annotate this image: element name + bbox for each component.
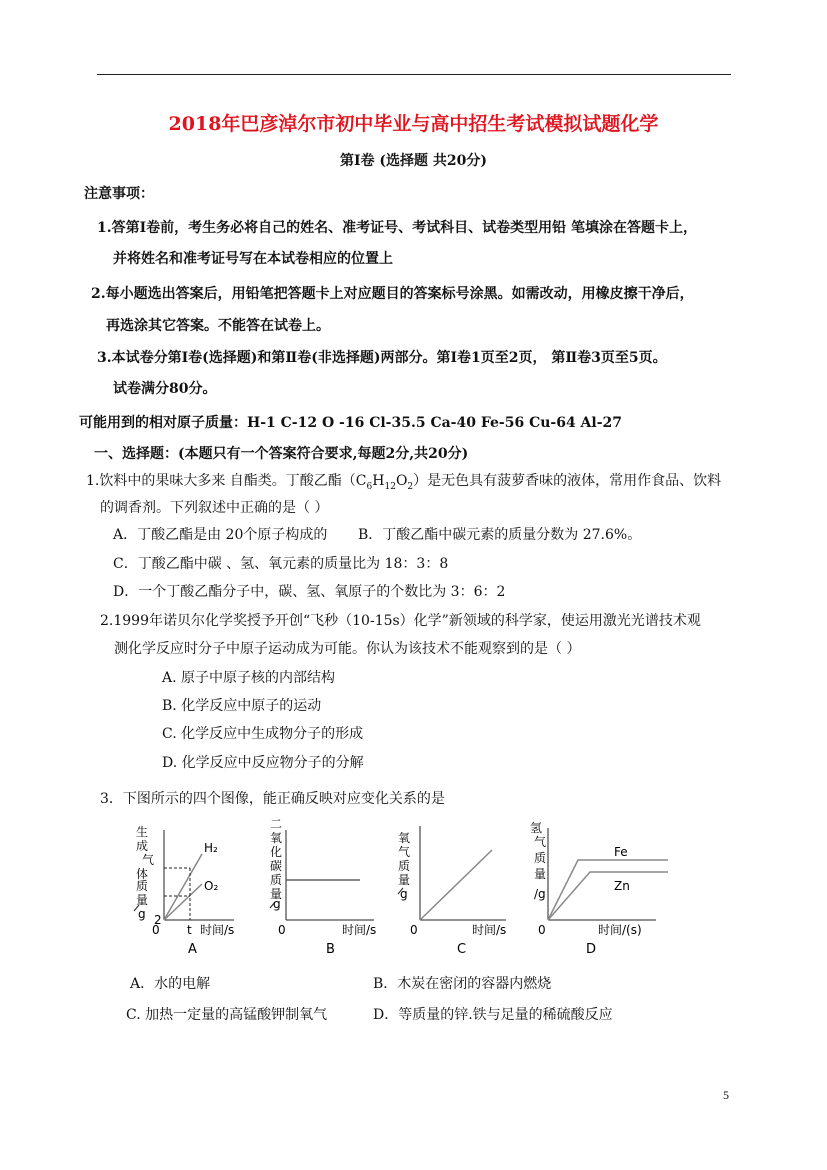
graph-c-xlabel: 时间/s [472,923,507,937]
graph-d [530,821,668,957]
question-3-stem: 3．下图所示的四个图像，能正确反映对应变化关系的是 [100,791,445,807]
graph-c-ylabel-2: 气 [398,845,411,859]
notice-line: 2.每小题选出答案后，用铅笔把答题卡上对应题目的答案标号涂黑。如需改动，用橡皮擦干净后， [91,286,694,302]
page-number: 5 [723,1088,729,1102]
graph-a-ylabel-1: 生 [136,825,149,839]
graph-a-h2-line [164,854,202,920]
graph-a-origin: 0 [152,923,160,937]
graph-d-ylabel-3: 质 [534,851,547,865]
graph-c-ylabel-1: 氧 [398,831,411,845]
q3-option-a: A．水的电解 [130,976,211,992]
graph-b-unit: g [273,897,281,911]
header-rule [97,74,731,75]
graph-b-caption: B [326,942,335,957]
graph-b-ylabel-5: 质 [270,873,283,887]
graph-a-ylabel-5: 质 [136,879,149,893]
graph-d-series-fe: Fe [614,845,628,859]
question-1-line-1: 1.饮料中的果味大多来 自酯类。丁酸乙酯$(C_6H_{12}O_2)$是无色具有菠萝香味的液体，常用作食品、饮料 [86,473,722,492]
graph-a-caption: A [188,942,197,957]
question-3-graphs [120,812,680,962]
graph-d-series-zn: Zn [614,879,630,893]
graph-a-ylabel-3: 气 [142,853,155,867]
graph-c-unit: g [400,887,408,901]
section-heading: 一、选择题：(本题只有一个答案符合要求,每题2分,共20分) [94,446,469,462]
question-1-line-2: 的调香剂。下列叙述中正确的是（ ） [100,500,329,516]
graph-c-ylabel-3: 质 [398,859,411,873]
q2-option-c: C. 化学反应中生成物分子的形成 [162,726,364,742]
graph-d-ylabel-1: 氢 [530,821,543,835]
graph-a-tick-t: t [187,923,192,937]
atomic-masses: 可能用到的相对原子质量：H-1 C-12 O -16 Cl-35.5 Ca-40 Fe-56 Cu-64 Al-27 [79,415,623,431]
graph-a [134,824,234,957]
graph-d-fe-line [548,860,668,920]
q3-option-b: B．木炭在密闭的容器内燃烧 [373,976,552,992]
graph-b-ylabel-3: 化 [270,845,283,859]
graph-a-ylabel-6: 量 [136,893,149,907]
notice-line: 再选涂其它答案。不能答在试卷上。 [106,318,330,334]
graph-a-series-o2: O₂ [204,879,219,893]
section-subtitle: 第Ⅰ卷 (选择题 共20分) [339,153,488,169]
notice-heading: 注意事项： [84,186,154,202]
graph-d-xlabel: 时间/(s) [598,923,642,937]
graph-a-ylabel-4: 体 [136,867,149,881]
graph-b [270,817,376,957]
graph-b-xlabel: 时间/s [342,923,377,937]
q2-option-b: B. 化学反应中原子的运动 [162,698,322,714]
notice-line: 1.答第Ⅰ卷前，考生务必将自己的姓名、准考证号、考试科目、试卷类型用铅 笔填涂在答题卡上， [97,220,698,236]
question-2-line-1: 2.1999年诺贝尔化学奖授予开创“飞秒（10-15s）化学”新领域的科学家，使运用激光光谱技术观 [100,613,701,629]
graph-c-caption: C [457,942,467,957]
page-title: 2018年巴彦淖尔市初中毕业与高中招生考试模拟试题化学 [168,113,659,135]
graph-d-ylabel-2: 气 [534,835,547,849]
graph-c-origin: 0 [410,923,418,937]
graph-c-line [420,850,492,920]
graph-c-ylabel-4: 量 [398,873,411,887]
q1-option-b: B．丁酸乙酯中碳元素的质量分数为 27.6%。 [358,527,642,543]
graph-c [398,826,506,957]
graph-a-unit: g [138,907,146,921]
q2-option-d: D. 化学反应中反应物分子的分解 [162,755,364,771]
graph-b-ylabel-4: 碳 [270,859,283,873]
graph-b-ylabel-2: 氧 [270,831,283,845]
graph-a-o2-line [164,884,202,920]
question-2-line-2: 测化学反应时分子中原子运动成为可能。你认为该技术不能观察到的是（ ） [114,641,581,657]
q1-option-d: D．一个丁酸乙酯分子中，碳、氢、氧原子的个数比为 3：6：2 [113,584,506,600]
q1-option-a: A．丁酸乙酯是由 20个原子构成的 [113,527,328,543]
graph-b-origin: 0 [278,923,286,937]
graph-d-ylabel-4: 量 [534,867,547,881]
graph-d-caption: D [586,942,597,957]
graph-d-unit: /g [534,887,546,901]
graph-b-ylabel-1: 二 [270,817,283,831]
q3-option-c: C. 加热一定量的高锰酸钾制氧气 [126,1007,328,1023]
graph-a-xlabel: 时间/s [200,923,235,937]
graph-a-series-h2: H₂ [204,841,218,855]
notice-line: 3.本试卷分第Ⅰ卷(选择题)和第Ⅱ卷(非选择题)两部分。第Ⅰ卷1页至2页， 第Ⅱ卷3页至5页。 [97,350,667,366]
q2-option-a: A. 原子中原子核的内部结构 [162,670,336,686]
graph-b-ylabel-6: 量 [270,887,283,901]
q1-option-c: C．丁酸乙酯中碳 、氢、氧元素的质量比为 18：3：8 [113,556,449,572]
notice-line: 并将姓名和准考证号写在本试卷相应的位置上 [113,251,393,267]
notice-line: 试卷满分80分。 [113,381,217,397]
graph-d-zn-line [548,872,668,920]
graph-d-origin: 0 [538,923,546,937]
q3-option-d: D．等质量的锌.铁与足量的稀硫酸反应 [373,1007,613,1023]
graph-a-ylabel-2: 成 [136,839,149,853]
graph-a-tick-2: 2 [154,913,162,927]
